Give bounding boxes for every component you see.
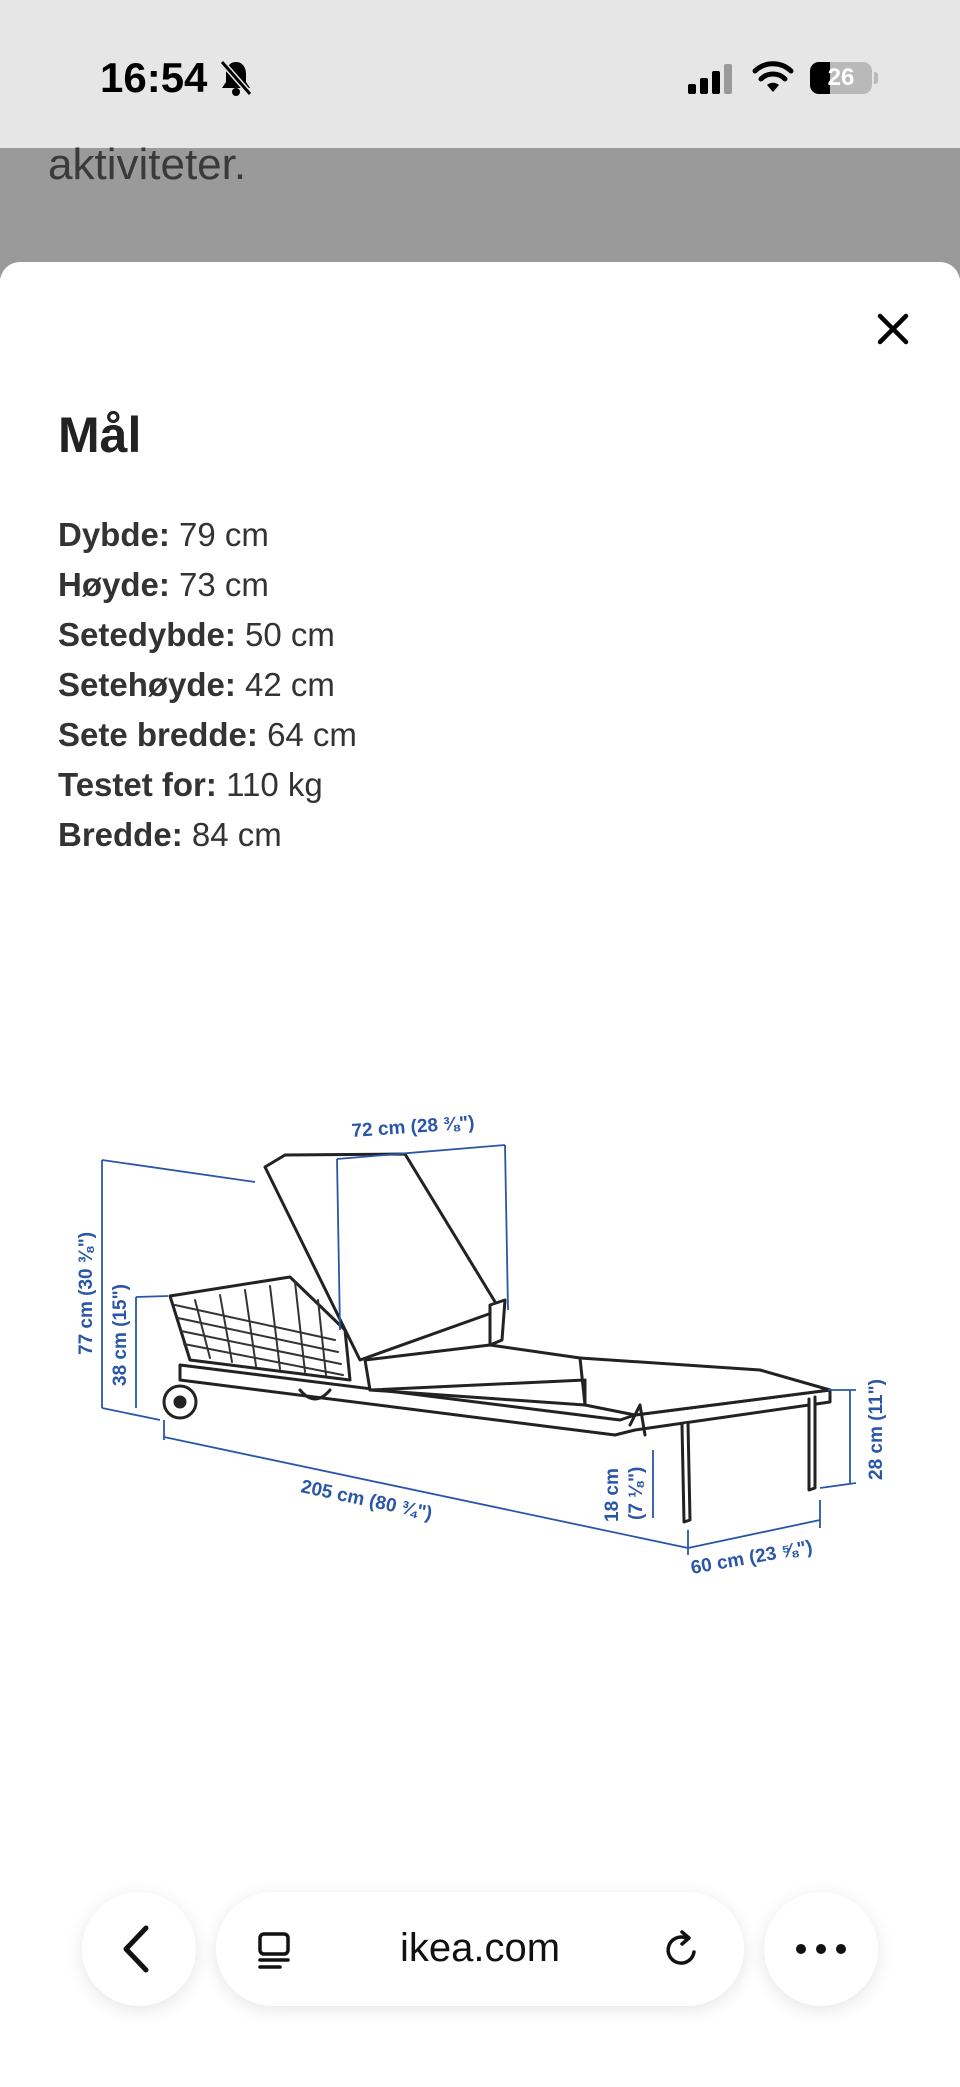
url-text: ikea.com <box>399 1926 561 1970</box>
battery-icon <box>810 62 872 94</box>
dimension-row-seat-depth <box>58 610 357 660</box>
reload-icon[interactable] <box>660 1928 704 1972</box>
label-total-height: 77 cm (30 ⅜") <box>76 1231 97 1355</box>
wifi-icon <box>752 60 794 94</box>
dimension-value: 73 cm <box>179 566 269 603</box>
dimension-value: 79 cm <box>179 516 269 553</box>
dimension-label: Høyde: <box>58 566 170 603</box>
dimension-row-width <box>58 810 357 860</box>
label-width: 60 cm (23 ⅝") <box>689 1536 815 1579</box>
sunlounger-drawing <box>164 1154 830 1525</box>
dimension-label: Setedybde: <box>58 616 236 653</box>
status-time: 16:54 <box>100 54 208 101</box>
sheet-title: Mål <box>58 407 142 463</box>
label-seat-height: 28 cm (11") <box>866 1379 887 1480</box>
dimension-value: 42 cm <box>245 666 335 703</box>
dimension-row-seat-height <box>58 660 357 710</box>
dimension-row-depth <box>58 510 357 560</box>
sunlounger-dimension-diagram <box>60 1090 920 1670</box>
dimension-value: 50 cm <box>245 616 335 653</box>
dimension-value: 110 kg <box>226 766 323 803</box>
address-bar[interactable] <box>216 1892 744 2006</box>
ellipsis-icon <box>764 1892 878 2006</box>
battery-level: 26 <box>827 64 855 91</box>
back-button[interactable] <box>82 1892 196 2006</box>
dimension-row-height <box>58 560 357 610</box>
label-under-clearance-in: (7 ⅛") <box>626 1466 647 1520</box>
label-back-width: 72 cm (28 ⅜") <box>350 1112 476 1142</box>
close-icon[interactable] <box>872 308 914 350</box>
dimension-label: Testet for: <box>58 766 217 803</box>
status-bar <box>0 0 960 148</box>
battery-tip <box>874 72 878 84</box>
dimension-row-seat-width <box>58 710 357 760</box>
cellular-signal-icon <box>688 64 734 94</box>
dimensions-list <box>58 510 357 860</box>
dimension-value: 84 cm <box>191 816 282 853</box>
dimension-row-tested-for <box>58 760 357 810</box>
dimension-label: Setehøyde: <box>58 666 236 703</box>
chevron-left-icon <box>82 1892 196 2006</box>
label-armrest-height: 38 cm (15") <box>110 1284 131 1386</box>
dimension-value: 64 cm <box>267 716 357 753</box>
background-page-text: aktiviteter. <box>48 140 247 189</box>
dimension-label: Bredde: <box>58 816 183 853</box>
label-length: 205 cm (80 ¾") <box>298 1476 435 1525</box>
dimension-label: Dybde: <box>58 516 170 553</box>
more-options-button[interactable] <box>764 1892 878 2006</box>
dimension-label: Sete bredde: <box>58 716 258 753</box>
bell-slash-icon <box>218 58 254 98</box>
label-under-clearance-cm: 18 cm <box>602 1468 623 1522</box>
